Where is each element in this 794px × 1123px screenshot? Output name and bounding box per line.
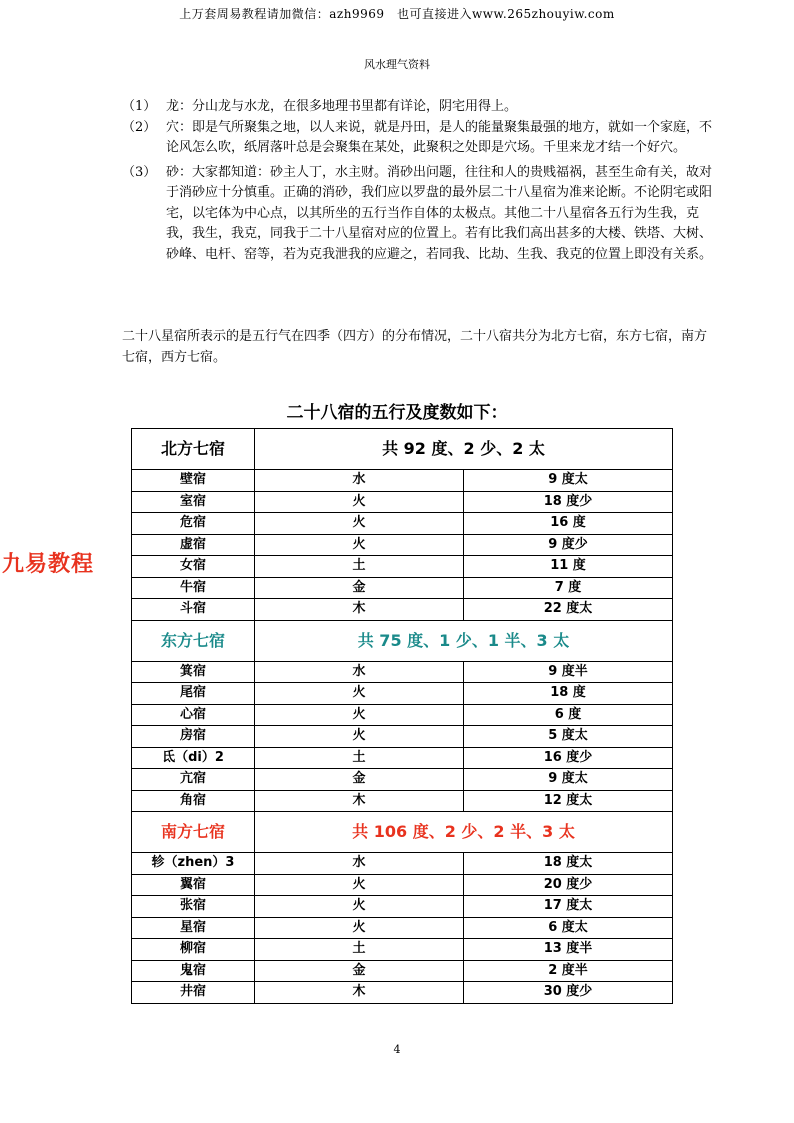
degree-cell: 18 度 [464, 683, 673, 705]
table-row [132, 534, 673, 556]
degree-cell: 18 度太 [464, 853, 673, 875]
mansion-name: 虚宿 [132, 534, 255, 556]
mansion-name: 心宿 [132, 704, 255, 726]
table-row [132, 556, 673, 578]
mansion-name: 轸（zhen）3 [132, 853, 255, 875]
degree-cell: 16 度 [464, 513, 673, 535]
mansion-name: 危宿 [132, 513, 255, 535]
element-cell: 水 [255, 470, 464, 492]
mansion-name: 柳宿 [132, 939, 255, 961]
mansion-name: 尾宿 [132, 683, 255, 705]
degree-cell: 6 度 [464, 704, 673, 726]
element-cell: 火 [255, 534, 464, 556]
degree-cell: 9 度太 [464, 470, 673, 492]
mansion-name: 翼宿 [132, 874, 255, 896]
degree-cell: 13 度半 [464, 939, 673, 961]
degree-cell: 30 度少 [464, 982, 673, 1004]
element-cell: 火 [255, 683, 464, 705]
list-item [122, 163, 712, 266]
table-row [132, 939, 673, 961]
body-paragraph: 二十八星宿所表示的是五行气在四季（四方）的分布情况，二十八宿共分为北方七宿，东方七宿，南方七宿，西方七宿。 [122, 329, 708, 365]
mansion-name: 张宿 [132, 896, 255, 918]
degree-cell: 16 度少 [464, 747, 673, 769]
table-row [132, 917, 673, 939]
element-cell: 火 [255, 896, 464, 918]
group-header-row [132, 429, 673, 470]
table-row [132, 853, 673, 875]
group-header-row [132, 812, 673, 853]
group-summary: 共 106 度、2 少、2 半、3 太 [255, 812, 673, 853]
table-row [132, 790, 673, 812]
list-item [122, 118, 712, 159]
table-row [132, 747, 673, 769]
group-summary: 共 75 度、1 少、1 半、3 太 [255, 620, 673, 661]
table-row [132, 726, 673, 748]
degree-cell: 18 度少 [464, 491, 673, 513]
element-cell: 木 [255, 599, 464, 621]
table-row [132, 769, 673, 791]
element-cell: 火 [255, 491, 464, 513]
mansion-name: 氐（di）2 [132, 747, 255, 769]
degree-cell: 7 度 [464, 577, 673, 599]
group-name: 南方七宿 [132, 812, 255, 853]
degree-cell: 11 度 [464, 556, 673, 578]
mansion-name: 亢宿 [132, 769, 255, 791]
degree-cell: 2 度半 [464, 960, 673, 982]
element-cell: 火 [255, 726, 464, 748]
element-cell: 土 [255, 939, 464, 961]
element-cell: 火 [255, 917, 464, 939]
degree-cell: 9 度少 [464, 534, 673, 556]
mansion-name: 鬼宿 [132, 960, 255, 982]
element-cell: 火 [255, 874, 464, 896]
mansion-name: 箕宿 [132, 661, 255, 683]
element-cell: 水 [255, 661, 464, 683]
table-row [132, 491, 673, 513]
running-head: 风水理气资料 [364, 58, 430, 71]
list-item-text: 砂：大家都知道：砂主人丁，水主财。消砂出问题，往往和人的贵贱福祸，甚至生命有关，故对于消砂应十分慎重。正确的消砂，我们应以罗盘的最外层二十八星宿为准来论断。不论阴宅或阳宅，以宅体为中心点，以其所坐的五行当作自体的太极点。其他二十八星宿各五行为生我，克我，我生，我克，同我于二十八星宿对应的位置上。若有比我们高出甚多的大楼、铁塔、大树、砂峰、电杆、窑等，若为克我泄我的应避之，若同我、比劫、生我、我克的位置上即没有关系。 [166, 164, 713, 262]
element-cell: 火 [255, 513, 464, 535]
list-item-text: 龙：分山龙与水龙，在很多地理书里都有详论，阴宅用得上。 [166, 99, 518, 114]
mansions-table [131, 428, 673, 1004]
mansion-name: 牛宿 [132, 577, 255, 599]
degree-cell: 17 度太 [464, 896, 673, 918]
element-cell: 金 [255, 577, 464, 599]
element-cell: 土 [255, 556, 464, 578]
element-cell: 金 [255, 769, 464, 791]
table-row [132, 599, 673, 621]
group-header-row [132, 620, 673, 661]
table-row [132, 513, 673, 535]
table-row [132, 704, 673, 726]
group-name: 北方七宿 [132, 429, 255, 470]
element-cell: 木 [255, 982, 464, 1004]
watermark-label: 九易教程 [2, 552, 95, 577]
table-row [132, 960, 673, 982]
table-row [132, 896, 673, 918]
group-summary: 共 92 度、2 少、2 太 [255, 429, 673, 470]
mansion-name: 壁宿 [132, 470, 255, 492]
element-cell: 火 [255, 704, 464, 726]
group-name: 东方七宿 [132, 620, 255, 661]
numbered-list [122, 97, 712, 265]
table-row [132, 470, 673, 492]
table-row [132, 661, 673, 683]
degree-cell: 9 度太 [464, 769, 673, 791]
degree-cell: 22 度太 [464, 599, 673, 621]
table-row [132, 683, 673, 705]
mansion-name: 女宿 [132, 556, 255, 578]
table-row [132, 982, 673, 1004]
table-row [132, 577, 673, 599]
list-item-number: （1） [122, 99, 157, 114]
degree-cell: 9 度半 [464, 661, 673, 683]
degree-cell: 12 度太 [464, 790, 673, 812]
element-cell: 土 [255, 747, 464, 769]
element-cell: 水 [255, 853, 464, 875]
mansion-name: 室宿 [132, 491, 255, 513]
list-item-text: 穴：即是气所聚集之地，以人来说，就是丹田，是人的能量聚集最强的地方，就如一个家庭，不论风怎么吹，纸屑落叶总是会聚集在某处，此聚积之处即是穴场。千里来龙才结一个好穴。 [166, 119, 713, 155]
mansion-name: 星宿 [132, 917, 255, 939]
top-banner: 上万套周易教程请加微信：azh9969 也可直接进入www.265zhouyiw.com [179, 7, 615, 21]
list-item-number: （3） [122, 164, 157, 180]
mansion-name: 井宿 [132, 982, 255, 1004]
mansion-name: 斗宿 [132, 599, 255, 621]
table-title: 二十八宿的五行及度数如下： [286, 403, 508, 423]
element-cell: 金 [255, 960, 464, 982]
degree-cell: 6 度太 [464, 917, 673, 939]
list-item [122, 97, 712, 118]
element-cell: 木 [255, 790, 464, 812]
list-item-number: （2） [122, 119, 157, 135]
mansion-name: 房宿 [132, 726, 255, 748]
degree-cell: 5 度太 [464, 726, 673, 748]
table-row [132, 874, 673, 896]
mansion-name: 角宿 [132, 790, 255, 812]
page-number: 4 [393, 1043, 401, 1056]
degree-cell: 20 度少 [464, 874, 673, 896]
